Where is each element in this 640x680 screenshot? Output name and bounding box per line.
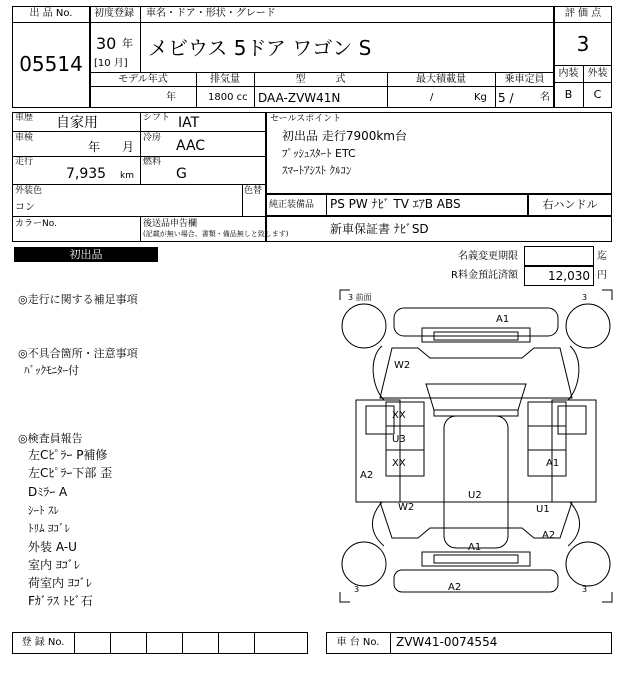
mark-xx-1: XX — [392, 410, 406, 421]
type-label: 型 式 — [295, 74, 346, 85]
score-label: 評 価 点 — [564, 8, 602, 19]
mark-u1: U1 — [536, 504, 550, 515]
mark-a2-right: A2 — [542, 530, 556, 541]
type-value: DAA-ZVW41N — [258, 91, 341, 105]
inspection-year-unit: 年 — [88, 140, 101, 154]
car-name: メビウス 5ドア ワゴン S — [148, 36, 372, 60]
capacity-label: 乗車定員 — [504, 74, 545, 85]
sales-point-label: セールスポイント — [270, 114, 342, 124]
defect-1: ﾊﾞｯｸﾓﾆﾀｰ付 — [24, 364, 79, 377]
warranty-value: 新車保証書 ﾅﾋﾞSD — [330, 222, 429, 236]
lot-number: 05514 — [19, 52, 83, 76]
inspection-month-unit: 月 — [122, 140, 135, 154]
sales-point-1: 初出品 走行7900km台 — [282, 129, 407, 143]
mileage-label: 走行 — [15, 157, 34, 167]
first-reg-label: 初度登録 — [94, 8, 134, 19]
ac-value: AAC — [176, 138, 206, 154]
recycle-amount: 12,030 — [548, 269, 590, 283]
mileage-value: 7,935 — [66, 166, 107, 182]
exterior-label: 外装 — [587, 68, 608, 79]
sales-point-3: ｽﾏｰﾄｱｼｽﾄ ｸﾙｺﾝ — [282, 164, 352, 177]
displacement-label: 排気量 — [210, 74, 240, 85]
reg-no-label: 登 録 No. — [21, 637, 65, 648]
mark-w2-rear: W2 — [398, 502, 415, 513]
sales-point-2: ﾌﾟｯｼｭｽﾀｰﾄ ETC — [282, 147, 356, 160]
ext-color-label: 外装色 — [15, 186, 43, 196]
inspector-3: Dﾐﾗｰ A — [28, 485, 68, 499]
inspector-7: 室内 ﾖｺﾞﾚ — [28, 558, 80, 572]
first-reg-year: 30 — [96, 34, 117, 53]
name-change-label: 名義変更期限 — [458, 251, 518, 262]
exterior-grade: C — [593, 88, 602, 101]
capacity-value: 5 / — [498, 91, 514, 105]
corner-label-br: 3 — [582, 585, 588, 594]
car-name-label: 車名・ドア・形状・グレード — [146, 8, 276, 19]
mark-a1-right: A1 — [546, 458, 560, 469]
first-reg-month: [10 月] — [94, 58, 128, 69]
documents-note: (記載が無い場合、書類・備品無しと致します) — [143, 230, 289, 238]
equipment-label: 純正装備品 — [269, 200, 315, 210]
fuel-label: 燃料 — [143, 157, 162, 167]
mark-a2-rear: A2 — [448, 582, 462, 593]
ext-color-value: コン — [15, 202, 35, 213]
first-reg-year-unit: 年 — [122, 37, 133, 50]
interior-label: 内装 — [558, 68, 579, 79]
inspector-4: ｼｰﾄ ｽﾚ — [28, 504, 59, 517]
chassis-number: ZVW41-0074554 — [396, 635, 498, 649]
inspector-6: 外装 A-U — [28, 540, 77, 554]
color-no-label: カラーNo. — [15, 219, 57, 229]
inspector-label: ◎検査員報告 — [18, 432, 83, 445]
recycle-label: R料金預託済額 — [451, 270, 518, 281]
displacement-value: 1800 cc — [208, 92, 248, 103]
chassis-label: 車 台 No. — [336, 637, 380, 648]
ac-label: 冷房 — [143, 133, 162, 143]
score-value: 3 — [576, 32, 590, 56]
color-change-label: 色替 — [244, 186, 263, 196]
mark-xx-2: XX — [392, 458, 406, 469]
inspector-1: 左Cﾋﾟﾗｰ P補修 — [28, 448, 108, 462]
recycle-unit: 円 — [597, 270, 607, 281]
inspector-8: 荷室内 ﾖｺﾞﾚ — [28, 576, 92, 590]
fuel-value: G — [176, 166, 187, 182]
mark-a2-left: A2 — [360, 470, 374, 481]
inspector-5: ﾄﾘﾑ ﾖｺﾞﾚ — [28, 522, 70, 535]
usage-value: 自家用 — [56, 115, 98, 131]
max-load-unit: Kg — [474, 92, 487, 103]
corner-label-tr: 3 — [582, 293, 588, 302]
inspector-2: 左Cﾋﾟﾗｰ下部 歪 — [28, 466, 113, 480]
mark-u2-roof: U2 — [468, 490, 482, 501]
documents-label: 後送品申告欄 — [143, 219, 198, 229]
lot-label: 出 品 No. — [29, 8, 73, 19]
model-year-label: モデル年式 — [118, 74, 168, 85]
mileage-unit: km — [120, 171, 134, 181]
equipment-value: PS PW ﾅﾋﾞ TV ｴｱB ABS — [330, 197, 461, 211]
first-listing-badge: 初出品 — [14, 247, 158, 262]
inspection-label: 車検 — [15, 133, 34, 143]
mark-u3: U3 — [392, 434, 406, 445]
corner-label-bl: 3 — [354, 585, 360, 594]
mark-a1-front: A1 — [496, 314, 510, 325]
defects-label: ◎不具合箇所・注意事項 — [18, 347, 138, 360]
capacity-unit: 名 — [540, 92, 550, 103]
max-load-slash: / — [430, 92, 434, 103]
name-change-box — [524, 246, 594, 266]
handle-value: 右ハンドル — [542, 198, 598, 211]
corner-label-tl: 3 前面 — [348, 293, 372, 302]
shift-value: IAT — [178, 115, 200, 131]
usage-label: 車歴 — [15, 113, 34, 123]
inspector-9: Fｶﾞﾗｽ ﾄﾋﾞ石 — [28, 594, 93, 608]
max-load-label: 最大積載量 — [416, 74, 466, 85]
interior-grade: B — [564, 88, 573, 101]
driving-notes-label: ◎走行に関する補足事項 — [18, 293, 138, 306]
mark-w2-front: W2 — [394, 360, 411, 371]
mark-a1-rear: A1 — [468, 542, 482, 553]
model-year-unit: 年 — [166, 92, 176, 103]
warranty-box — [266, 216, 612, 242]
car-damage-diagram — [338, 288, 614, 604]
shift-label: シフト — [143, 113, 171, 123]
name-change-unit: 迄 — [597, 251, 607, 262]
